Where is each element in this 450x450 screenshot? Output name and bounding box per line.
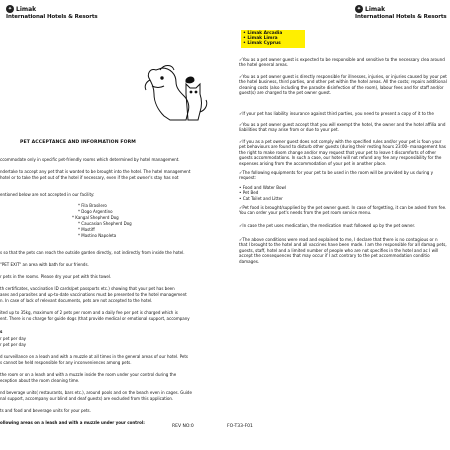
body-text-line: ollowing areas on a leash and with a muzzle under your control:	[0, 420, 145, 425]
body-text-line: s cannot be held responsible for any inconveniences among pets.	[0, 360, 132, 365]
hotel-list-highlight	[241, 30, 305, 48]
brand-tagline: International Hotels & Resorts	[6, 14, 98, 20]
body-text-line: r pets in the rooms. Please dry your pet with this towel.	[0, 274, 112, 279]
body-text-line: * Mastino Napoleta	[78, 233, 117, 238]
body-text-line: s so that the pets can reach the outside garden directly, not indirectly from inside the hotel.	[0, 250, 185, 255]
pets-illustration-icon	[142, 60, 212, 125]
body-text-line: ccommodate only in specific pet-friendly rooms which determined by hotel management.	[0, 157, 180, 162]
body-text-line: * Caucasian Shepherd Dog	[78, 221, 132, 226]
body-paragraph: • Food and Water Bowl • Pet Bed • Cat Toilet and Litter	[239, 185, 287, 201]
brand-mark-icon: ✦	[7, 6, 13, 12]
body-paragraph: ✓You as a pet owner guest accept that you will exempt the hotel, the owner and the hotel affilia and liabilities that may arise from or due to your pet.	[239, 122, 446, 133]
body-text-line: * Mastiff	[78, 227, 95, 232]
body-text-line: th certificates, vaccination ID cards/pet passports etc.) showing that your pet has been	[0, 286, 175, 291]
body-paragraph: ✓If your pet has liability insurance against third parties, you need to present a copy of it to the	[239, 111, 434, 116]
body-text-line: ts and food and beverage units for your pets.	[0, 408, 91, 413]
body-text-line: d surveillance on a leash and with a muzzle at all times in the general areas of our hotel. Pets	[0, 354, 189, 359]
body-text-line: "PET EXIT" an area with bath for our friends.	[0, 262, 89, 267]
body-text-line: the room or on a leash and with a muzzle inside the room under your control during the	[0, 372, 177, 377]
body-text-line: ited up to 35kg, maximum of 2 pets per room and a daily fee per pet is charged which is	[0, 310, 178, 315]
brand-mark-icon: ✦	[356, 6, 362, 12]
form-title: PET ACCEPTANCE AND INFORMATION FORM	[20, 140, 136, 145]
body-paragraph: ✓You as a pet owner guest is directly responsible for illnesses, injuries, or injuries caused by your pet the hotel business, third parties, and other pet within the hotel areas. All the costs; repairs additional cleaning costs (also including the parasite disinfection of the room), labour fees and for staff and/or guest(s) are charged to the pet owner guest.	[239, 74, 447, 96]
brand-name: Limak	[16, 5, 37, 13]
body-paragraph: ✓If you as a pet owner guest does not comply with the specified rules and/or your pet is foun your pet behaviours are found to disturb other guests (during their resting hours 23:00- management has the right to make room change and/or may request that your pet to leave t discomforts of other guests accommodations. In such a case, our hotel will not refund any fee any responsibility for the expenses arising from the accommodation of your pet in another place.	[239, 139, 446, 166]
body-paragraph: ✓The above conditions were read and explained to me, I declare that there is no contagious or n that I brought to the hotel and all vaccines have been made. I am the responsible for all damag pets, guests, staff, hotel and a limited number of people who are not specifies in the hotel and ac I will accept the consequences that may occur if I act contrary to the pet accommodation conditio damages.	[239, 237, 447, 264]
form-number: FO-T33-F01	[227, 424, 253, 429]
body-text-line: ndertake to accept any pet that is wanted to be brought into the hotel. The hotel management	[0, 169, 191, 174]
body-text-line: n. In case of lack of relevant documents, pets are not accepted to the hotel.	[0, 298, 153, 303]
body-text-line: nd beverage units( restaurants, bars etc.), around pools and on the beach even in cages. Guide	[0, 390, 192, 395]
hotel-item: • Limak Cyprus	[243, 41, 281, 47]
hotel-item: • Limak Limra	[243, 36, 278, 42]
brand-tagline-right: International Hotels & Resorts	[355, 14, 447, 20]
body-text-line: nal support, accompany our blind and deaf guests) are excluded from this application.	[0, 396, 174, 401]
body-text-line: * Fila Brasilero	[78, 203, 107, 208]
body-text-line: r pet per day	[0, 336, 27, 341]
brand-logo-right	[355, 5, 447, 20]
revision-number: REV NO:0	[172, 424, 194, 429]
hotel-item: • Limak Arcadia	[243, 31, 283, 36]
body-paragraph: ✓You as a pet owner guest is expected to be responsible and sensitive to the necessary clea around the hotel general areas.	[239, 57, 445, 68]
body-text-line: hotel or to take the pet out of the hotel if necessary, even if the pet owner's stay has not	[0, 175, 179, 180]
body-text-line: * Kangal Shepherd Dog	[72, 215, 119, 220]
right-page	[225, 0, 450, 450]
body-text-line: entioned below are not accepted in our facility:	[0, 192, 95, 197]
body-text-line: s	[0, 329, 3, 334]
body-text-line: ent. There is no charge for guide dogs (that provide medical or emotional support, accompany	[0, 316, 190, 321]
body-paragraph: ✓Pet food is brought/supplied by the pet owner guest. In case of forgetting, it can be asked from fee. You can order your pet's needs from the pet room service menu.	[239, 205, 447, 216]
brand-name-right: Limak	[365, 5, 386, 13]
body-text-line: r pet per day	[0, 342, 27, 347]
body-text-line: ases and parasites and up-to-date vaccinations must be presented to the hotel management	[0, 292, 187, 297]
body-text-line: eception about the room cleaning time.	[0, 378, 80, 383]
body-text-line: * Dogo Argentino	[78, 209, 113, 214]
body-paragraph: ✓The following equipments for your pet to be used in the room will be provided by us during y request:	[239, 170, 434, 181]
brand-logo	[6, 5, 98, 20]
body-paragraph: ✓In case the pet uses medication, the medication must followed up by the pet owner.	[239, 223, 416, 228]
